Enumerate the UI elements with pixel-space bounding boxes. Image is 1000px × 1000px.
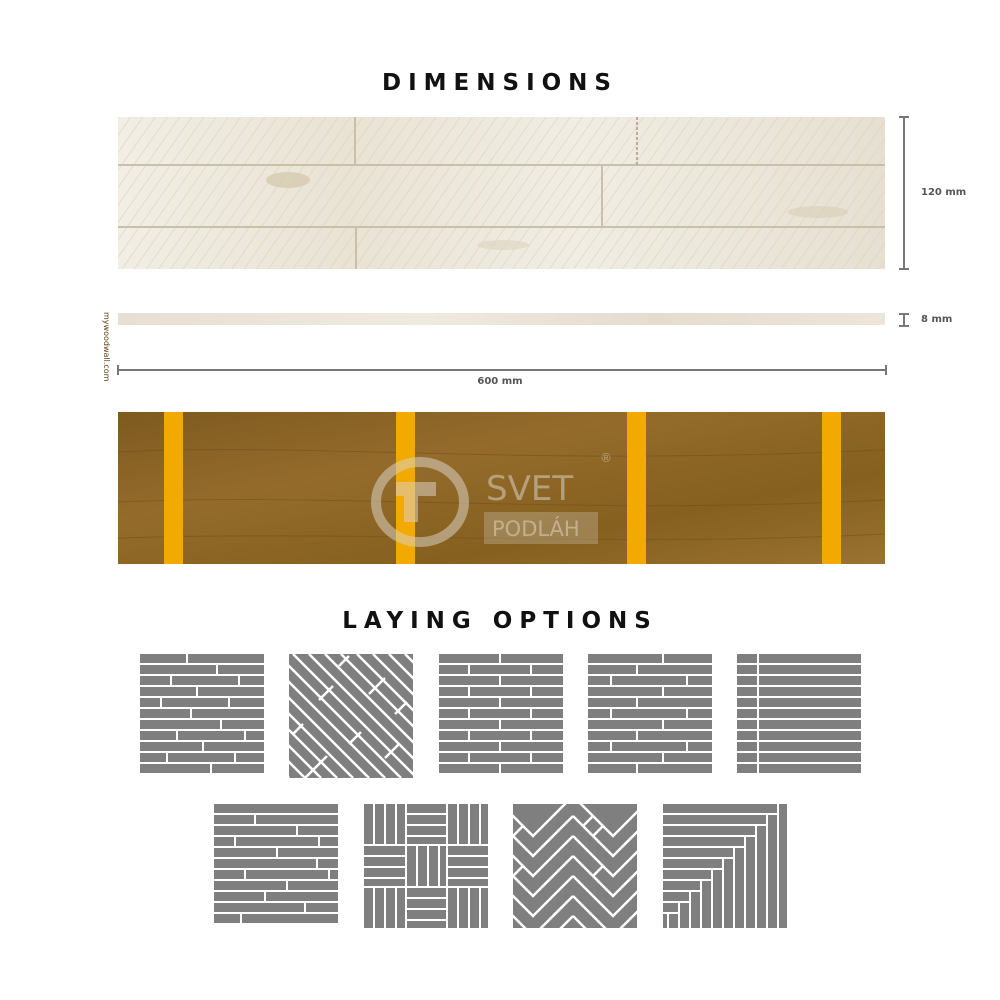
- pattern-framed-corner: [663, 804, 787, 928]
- pattern-basket-weave: [364, 804, 488, 928]
- thickness-dimension-marker: [896, 312, 912, 328]
- laying-options-heading: LAYING OPTIONS: [342, 608, 658, 634]
- plank-front-texture: [118, 117, 885, 269]
- plank-edge: [118, 313, 885, 325]
- pattern-straight-aligned: [737, 654, 861, 778]
- watermark-brand-bottom: PODLÁH: [492, 517, 580, 541]
- adhesive-strip: [164, 412, 183, 564]
- height-dimension-marker: [896, 116, 912, 270]
- pattern-diagonal: [289, 654, 413, 778]
- plank-edge-text: mywoodwall.com: [102, 312, 111, 382]
- dimensions-heading: DIMENSIONS: [382, 70, 618, 96]
- adhesive-strip: [627, 412, 646, 564]
- length-label: 600 mm: [477, 376, 523, 387]
- pattern-running-bond-offset: [214, 804, 338, 928]
- watermark-registered: ®: [600, 451, 612, 465]
- pattern-herringbone: [513, 804, 637, 928]
- pattern-running-bond-random: [140, 654, 264, 778]
- thickness-label: 8 mm: [921, 314, 953, 325]
- watermark-brand-top: SVET: [486, 469, 574, 509]
- height-label: 120 mm: [921, 187, 967, 198]
- plank-front-face: [118, 117, 885, 269]
- adhesive-strip: [822, 412, 841, 564]
- pattern-running-bond-half: [439, 654, 563, 778]
- pattern-running-bond-third: [588, 654, 712, 778]
